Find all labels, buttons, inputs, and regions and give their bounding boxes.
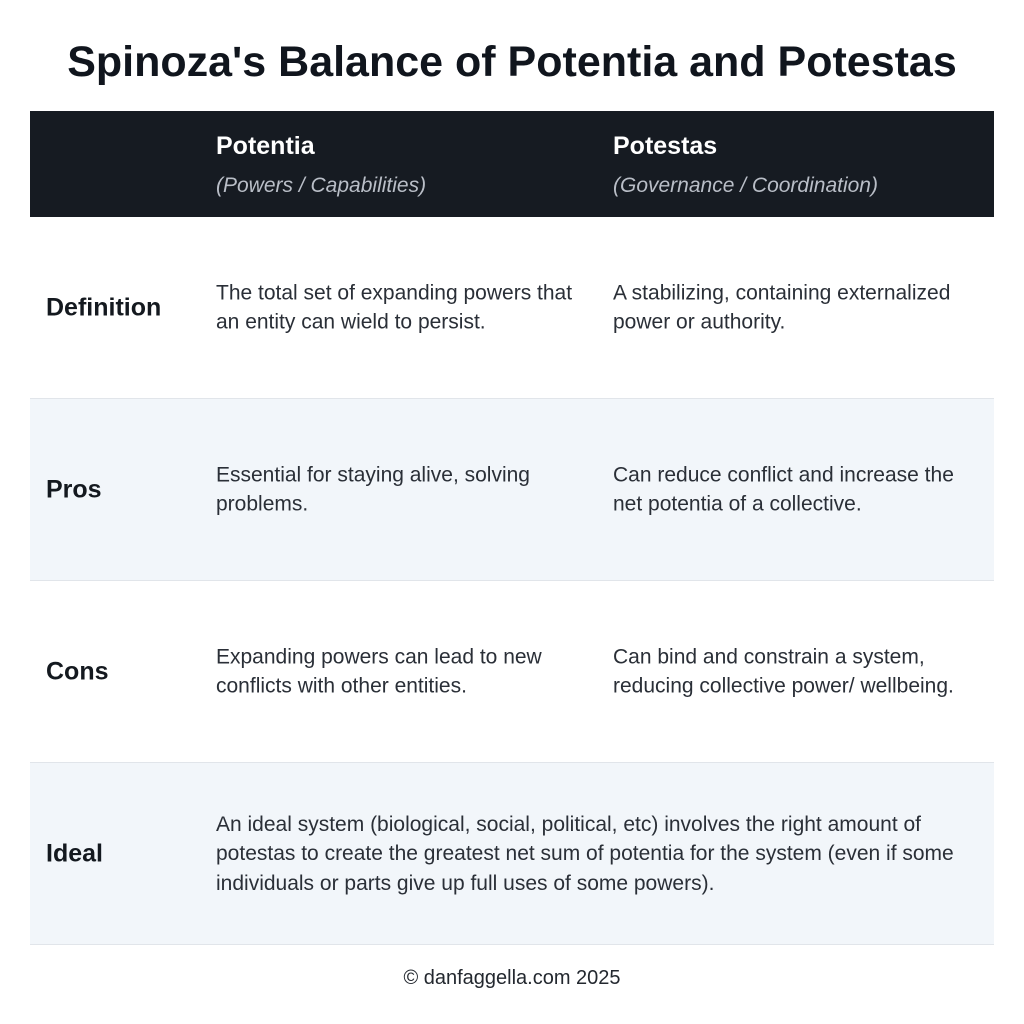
header-column-potentia: [216, 131, 596, 200]
header-potestas-name: Potestas: [613, 132, 718, 160]
copyright-footer: © danfaggella.com 2025: [403, 967, 621, 989]
definition-potestas-cell: A stabilizing, containing externalized power or authority.: [613, 281, 951, 334]
pros-potentia-cell: Essential for staying alive, solving problems.: [216, 463, 530, 516]
header-potentia-subtitle: (Powers / Capabilities): [216, 174, 427, 197]
row-label-definition: Definition: [46, 293, 162, 321]
table-row-pros: [30, 399, 994, 581]
definition-potentia-cell: The total set of expanding powers that an entity can wield to persist.: [216, 281, 573, 334]
table-row-cons: [30, 581, 994, 763]
cons-potestas-cell: Can bind and constrain a system, reducing collective power/ wellbeing.: [613, 645, 954, 698]
header-potestas-subtitle: (Governance / Coordination): [613, 174, 878, 197]
row-label-cons: Cons: [46, 657, 109, 685]
page-title: Spinoza's Balance of Potentia and Potestas: [67, 38, 957, 86]
header-potentia-name: Potentia: [216, 132, 315, 160]
row-label-pros: Pros: [46, 475, 102, 503]
pros-potestas-cell: Can reduce conflict and increase the net potentia of a collective.: [613, 463, 954, 516]
header-column-potestas: [613, 131, 993, 200]
ideal-combined-cell: An ideal system (biological, social, political, etc) involves the right amount of potestas to create the greatest net sum of potentia for the system (even if some individuals or parts give up full uses of some powers).: [216, 812, 954, 895]
cons-potentia-cell: Expanding powers can lead to new conflicts with other entities.: [216, 645, 542, 698]
comparison-table: [30, 111, 994, 945]
table-row-ideal: [30, 763, 994, 945]
table-header: [30, 111, 994, 217]
row-label-ideal: Ideal: [46, 839, 103, 867]
table-row-definition: [30, 217, 994, 399]
